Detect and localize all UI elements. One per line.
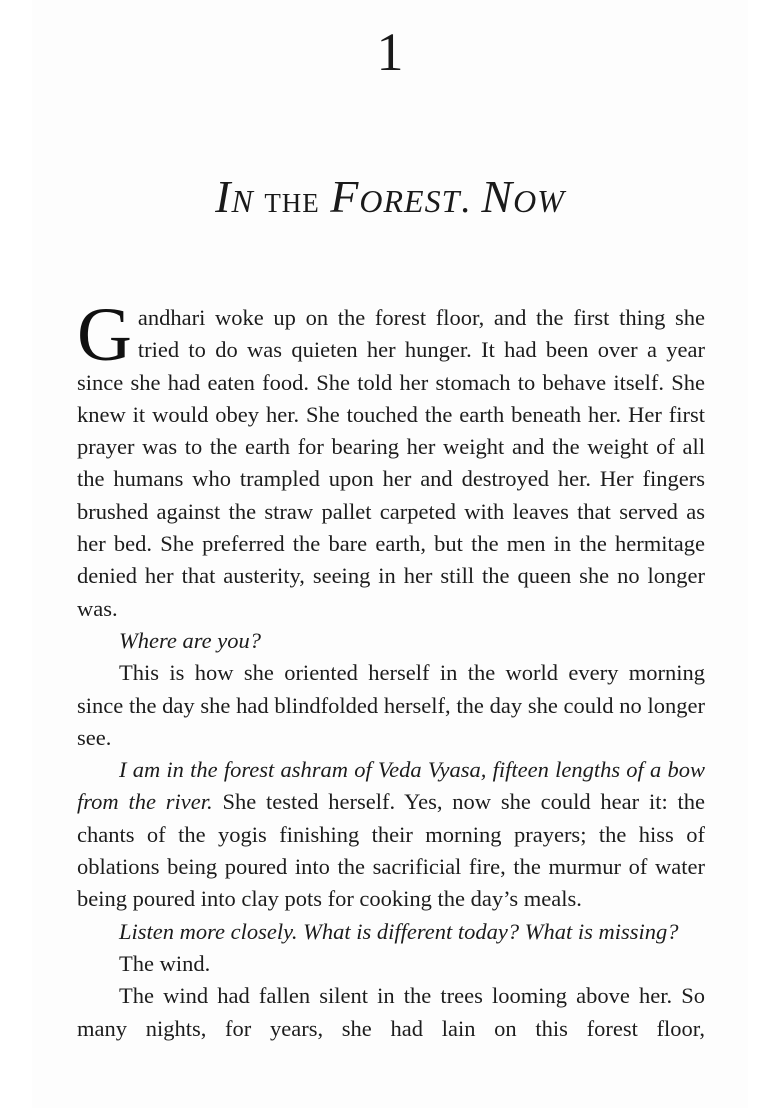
paragraph-text: andhari woke up on the forest floor, and the first thing she tried to do was quieten her hunger. It had been over a year since she had eaten food. She told her stomach to behave itself. She knew it would obey her. She touched the earth beneath her. Her first prayer was to the earth for bearing her weight and the weight of all the humans who trampled upon her and destroyed her. Her fingers brushed against the straw pallet carpeted with leaves that served as her bed. She preferred the bare earth, but the men in the hermitage denied her that austerity, seeing in her still the queen she no longer was. xyxy=(77,305,705,621)
chapter-title-part: the xyxy=(253,179,331,221)
italic-thought: Listen more closely. What is different today? What is missing? xyxy=(119,918,679,944)
paragraph-text: The wind had fallen silent in the trees looming above her. So many nights, for years, she had lain on this forest floor, xyxy=(77,983,705,1041)
paragraph-text: The wind. xyxy=(119,950,211,976)
chapter-title-part: Now xyxy=(481,171,565,222)
chapter-title-part: . xyxy=(460,179,482,221)
chapter-body xyxy=(77,293,705,1045)
paragraph-thought-listen xyxy=(77,916,705,948)
paragraph-opening xyxy=(77,293,705,625)
paragraph-orientation xyxy=(77,657,705,754)
paragraph-the-wind xyxy=(77,948,705,980)
italic-thought: Where are you? xyxy=(119,627,262,653)
chapter-title xyxy=(0,172,780,225)
drop-cap: G xyxy=(77,293,132,377)
paragraph-text: She tested herself. Yes, now she could hear it: the chants of the yogis finishing their morning prayers; the hiss of oblations being poured into the sacrificial fire, the murmur of water being poured into clay pots for cooking the day’s meals. xyxy=(77,789,705,912)
italic-thought: I am in the forest ashram of Veda Vyasa, fifteen lengths of a bow from the river. xyxy=(77,757,705,815)
paragraph-text: This is how she oriented herself in the world every morning since the day she had blindfolded herself, the day she could no longer see. xyxy=(77,660,705,750)
paragraph-thought-where xyxy=(77,625,705,657)
paragraph-wind-silent xyxy=(77,980,705,1045)
chapter-number: 1 xyxy=(376,22,404,82)
paragraph-ashram xyxy=(77,754,705,915)
chapter-title-part: Forest xyxy=(330,171,461,222)
chapter-title-part: In xyxy=(215,171,254,222)
